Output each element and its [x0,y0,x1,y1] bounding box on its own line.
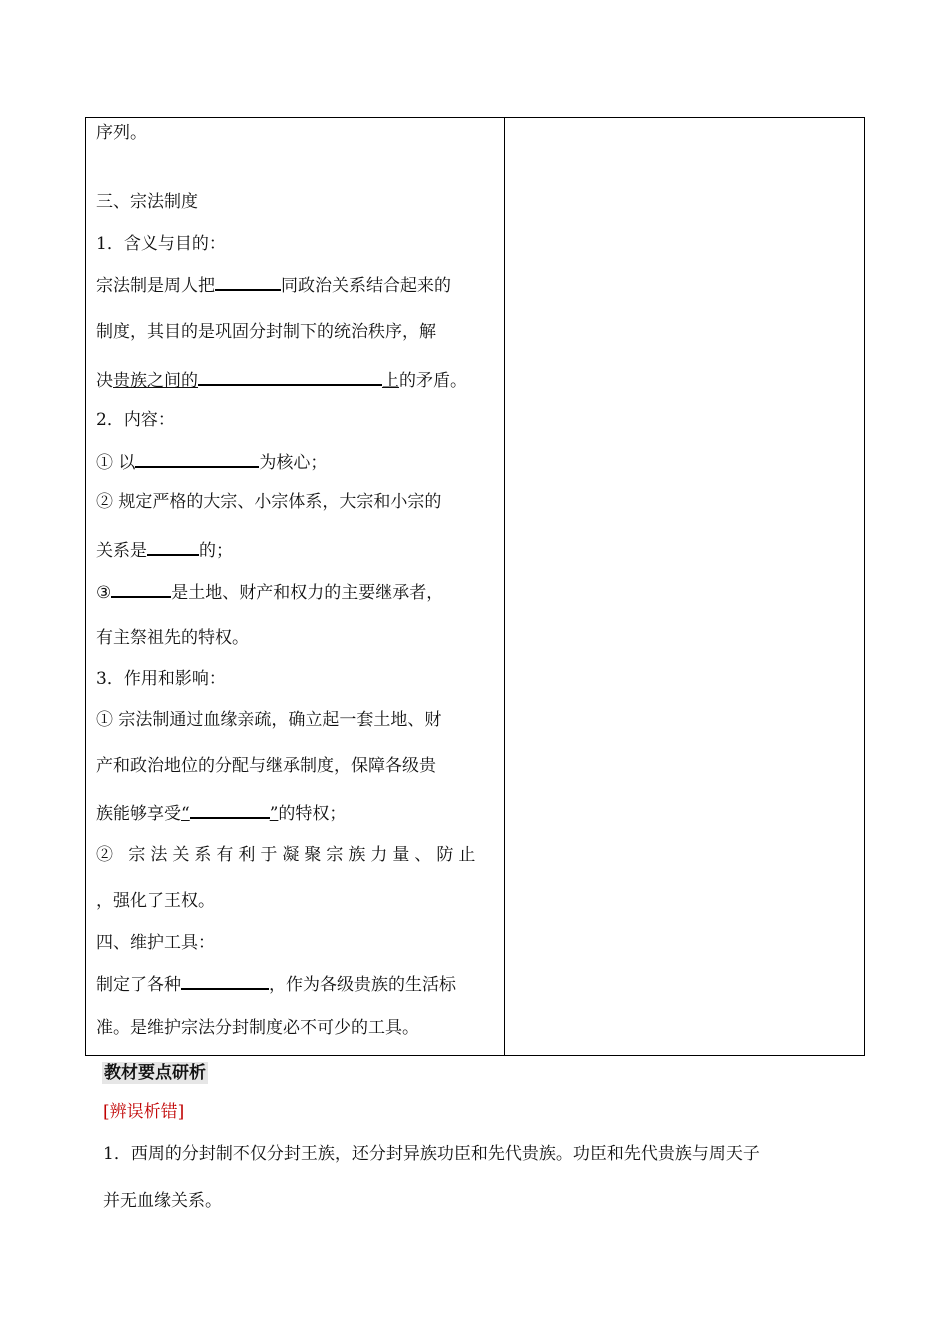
text-line: 有主祭祖先的特权。 [96,628,249,648]
text: 上 [382,371,399,391]
paragraph-line: 1．西周的分封制不仅分封王族，还分封异族功臣和先代贵族。功臣和先代贵族与周天子 [103,1144,760,1164]
text: 为核心； [259,453,328,473]
text: 关系是 [96,541,147,561]
text-line [96,972,456,996]
section-heading: 四、维护工具： [96,933,215,953]
fill-blank [215,273,281,291]
text-line: 制度，其目的是巩固分封制下的统治秩序，解 [96,322,436,342]
text-line: ，强化了王权。 [96,891,215,911]
text: 决 [96,371,113,391]
fill-blank [190,801,270,819]
text: 族能够享受 [96,804,181,824]
column-divider [504,118,505,1055]
text: 的特权； [278,804,347,824]
text: 的； [199,541,233,561]
text: “ [181,804,190,824]
text-line [96,368,467,392]
text: 同政治关系结合起来的 [281,276,451,296]
fill-blank [147,538,199,556]
subheading: 2．内容： [96,410,175,430]
text-line: ① 宗法制通过血缘亲疏，确立起一套土地、财 [96,710,442,730]
content-table [85,117,865,1056]
text: 制定了各种 [96,975,181,995]
fill-blank [181,972,269,990]
subheading: 3．作用和影响： [96,669,226,689]
section-heading: 三、宗法制度 [96,192,198,212]
paragraph-line: 并无血缘关系。 [103,1191,222,1211]
text-line: ② 规定严格的大宗、小宗体系，大宗和小宗的 [96,492,442,512]
text: 是土地、财产和权力的主要继承者， [171,583,444,603]
text-line: 产和政治地位的分配与继承制度，保障各级贵 [96,756,436,776]
fill-blank [198,368,382,386]
text: ，作为各级贵族的生活标 [269,975,456,995]
text: 宗法制是周人把 [96,276,215,296]
text-line: 准。是维护宗法分封制度必不可少的工具。 [96,1018,419,1038]
text: ③ [96,583,112,603]
subheading: 1．含义与目的： [96,234,226,254]
fill-blank [111,580,171,598]
section-tag: [辨误析错] [103,1102,185,1122]
text-line [96,450,327,474]
text: ① 以 [96,453,136,473]
text: ” [269,804,279,824]
text-line-justified [96,844,494,866]
text: 贵族之间的 [113,371,198,391]
text-line [96,801,346,825]
text-line [96,580,443,604]
section-title: 教材要点研析 [104,1063,206,1083]
text-line: 序列。 [96,123,147,143]
text-line [96,273,451,297]
fill-blank [135,450,259,468]
text-line [96,538,233,562]
text: ② 宗法关系有利于凝聚宗族力量、防止 [96,845,481,865]
text: 的矛盾。 [399,371,467,391]
